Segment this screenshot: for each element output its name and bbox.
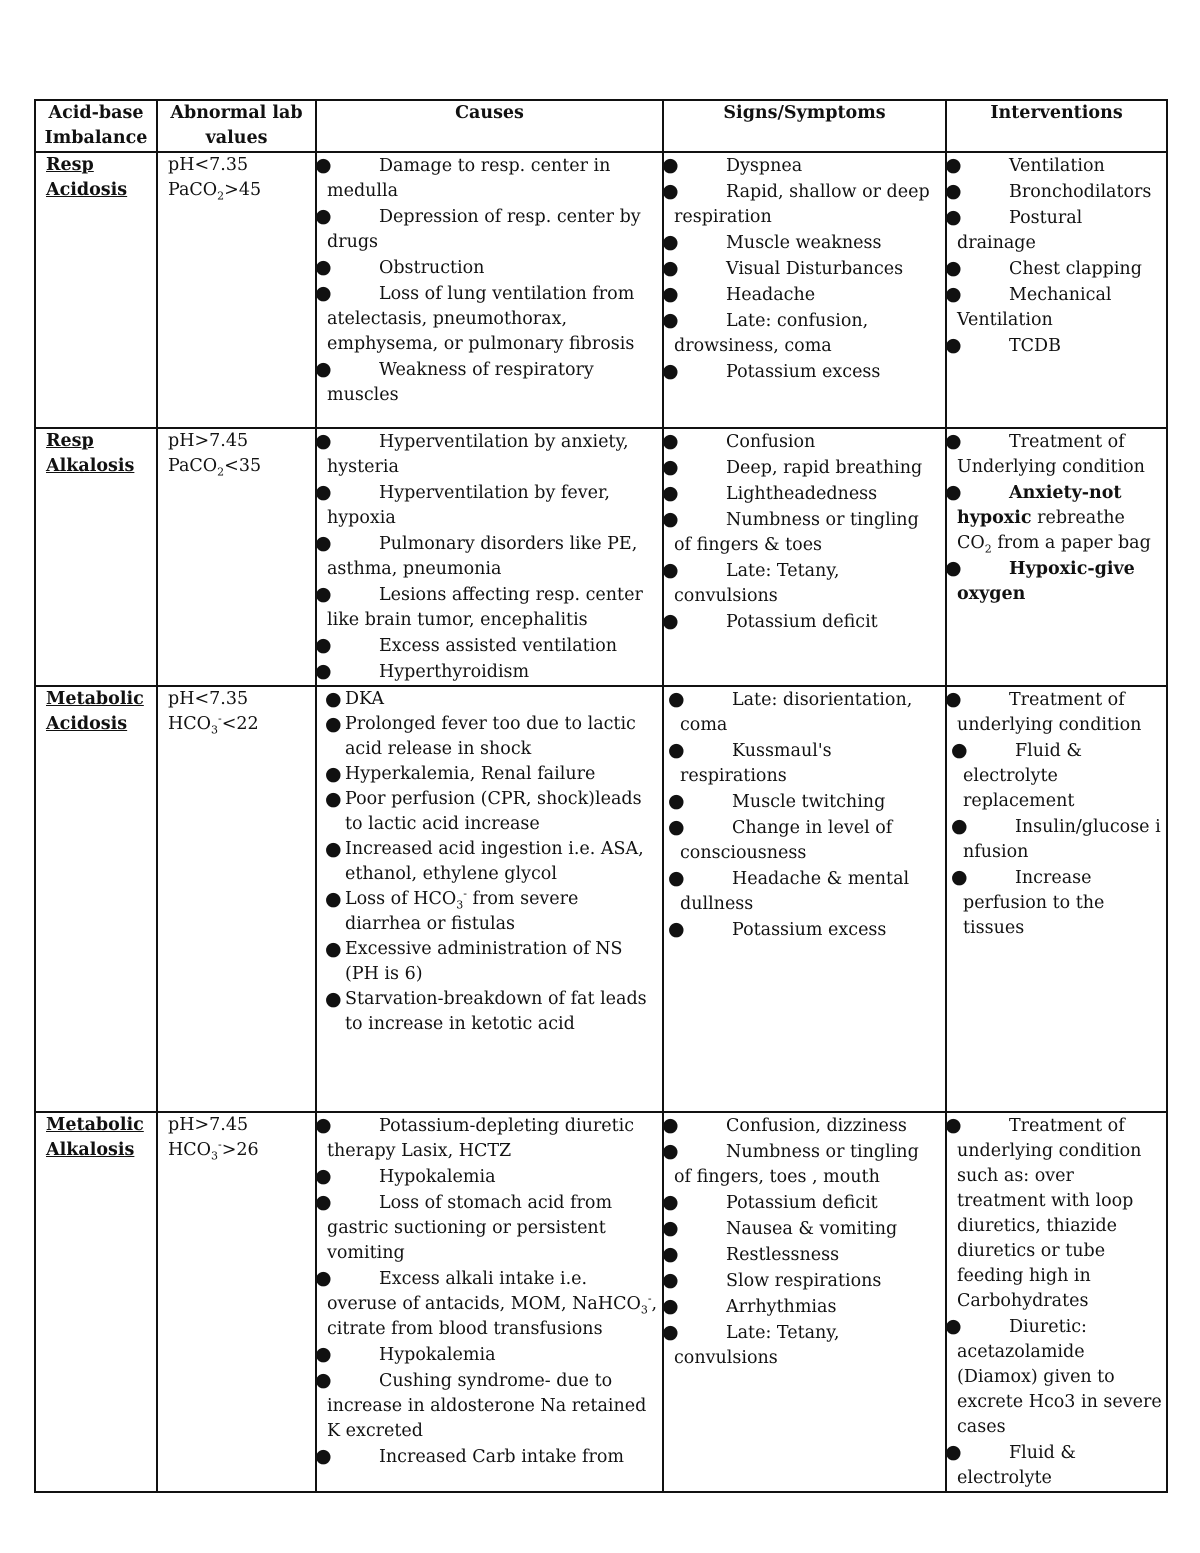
bullet-icon: [957, 153, 1009, 179]
imbalance-name: Resp Alkalosis: [35, 428, 157, 686]
list-item: ●Potassium deficit: [674, 609, 941, 635]
list-item: ●Headache & mental dullness: [680, 866, 941, 917]
signs-cell: [663, 152, 946, 428]
bullet-icon: [327, 1444, 379, 1470]
list-item: ●Damage to resp. center in medulla: [327, 153, 658, 204]
bullet-icon: [327, 531, 379, 557]
bullet-icon: [963, 814, 1015, 840]
list-item: ●Loss of stomach acid from gastric suctioning or persistent vomiting: [327, 1190, 658, 1266]
list-item: ● Starvation-breakdown of fat leads to increase in ketotic acid: [327, 987, 658, 1037]
list-item: ●Excess alkali intake i.e. overuse of antacids, MOM, NaHCO$_3$-, citrate from blood transfusions: [327, 1266, 658, 1342]
bullet-icon: [957, 687, 1009, 713]
lab-values: pH>7.45 $HCO_3^->26$: [157, 1112, 316, 1492]
list-item: ●Numbness or tingling of fingers, toes , mouth: [674, 1139, 941, 1190]
list-item: ●Rapid, shallow or deep respiration: [674, 179, 941, 230]
causes-cell: [316, 428, 663, 686]
list-item: ●Treatment of underlying condition: [957, 687, 1162, 738]
signs-cell: [663, 686, 946, 1112]
bullet-icon: [327, 633, 379, 659]
bullet-icon: [957, 282, 1009, 308]
list-item: ● Poor perfusion (CPR, shock)leads to lactic acid increase: [327, 787, 658, 837]
bullet-icon: [674, 359, 726, 385]
list-item: ●TCDB: [957, 333, 1162, 359]
bullet-icon: [674, 558, 726, 584]
list-item: ●Fluid & electrolyte: [957, 1440, 1162, 1491]
interventions-cell: [946, 1112, 1167, 1492]
list-item: ●Potassium deficit: [674, 1190, 941, 1216]
bullet-icon: [957, 1113, 1009, 1139]
bullet-icon: [680, 738, 732, 764]
list-item: ●Diuretic: acetazolamide (Diamox) given to excrete Hco3 in severe cases: [957, 1314, 1162, 1440]
list-item: ●Postural drainage: [957, 205, 1162, 256]
bullet-icon: [674, 230, 726, 256]
bullet-icon: [674, 1216, 726, 1242]
table-row: [35, 152, 1167, 428]
list-item: ● Hyperkalemia, Renal failure: [327, 762, 658, 787]
list-item: ●Anxiety-not hypoxic rebreathe $CO_2$ from a paper bag: [957, 480, 1162, 556]
acid-base-table: [34, 99, 1168, 1493]
table-row: [35, 686, 1167, 1112]
bullet-icon: [674, 1268, 726, 1294]
imbalance-name: Resp Acidosis: [35, 152, 157, 428]
list-item: ●Cushing syndrome- due to increase in aldosterone Na retained K excreted: [327, 1368, 658, 1444]
list-item: ●Ventilation: [957, 153, 1162, 179]
bullet-icon: [327, 762, 345, 788]
list-item: ●Visual Disturbances: [674, 256, 941, 282]
bullet-icon: [674, 429, 726, 455]
list-item: ●Deep, rapid breathing: [674, 455, 941, 481]
list-item: ●Dyspnea: [674, 153, 941, 179]
lab-values: pH<7.35 $HCO_3^-<22$: [157, 686, 316, 1112]
list-item: ●Depression of resp. center by drugs: [327, 204, 658, 255]
list-item: ●Hyperthyroidism: [327, 659, 658, 685]
bullet-icon: [327, 204, 379, 230]
bullet-icon: [674, 507, 726, 533]
list-item: ●Slow respirations: [674, 1268, 941, 1294]
bullet-icon: [327, 1368, 379, 1394]
bullet-icon: [674, 256, 726, 282]
bullet-icon: [957, 333, 1009, 359]
lab-values: pH>7.45 PaCO$_2$<35: [157, 428, 316, 686]
list-item: ●Late: confusion, drowsiness, coma: [674, 308, 941, 359]
bullet-icon: [674, 609, 726, 635]
bullet-icon: [327, 153, 379, 179]
bullet-icon: [327, 480, 379, 506]
bullet-icon: [327, 937, 345, 963]
bullet-icon: [957, 205, 1009, 231]
list-item: ●Late: Tetany, convulsions: [674, 558, 941, 609]
list-item: ●Increase perfusion to the tissues: [957, 865, 1162, 941]
bullet-icon: [963, 865, 1015, 891]
list-item: ●Pulmonary disorders like PE, asthma, pneumonia: [327, 531, 658, 582]
header-signs: Signs/Symptoms: [663, 100, 946, 152]
list-item: ●Obstruction: [327, 255, 658, 281]
list-item: ● Loss of $HCO_3^-$ from severe diarrhea or fistulas: [327, 887, 658, 937]
header-row: [35, 100, 1167, 152]
table-row: [35, 1112, 1167, 1492]
bullet-icon: [674, 179, 726, 205]
bullet-icon: [327, 1113, 379, 1139]
bullet-icon: [327, 582, 379, 608]
list-item: ●Bronchodilators: [957, 179, 1162, 205]
bullet-icon: [680, 866, 732, 892]
list-item: ●Arrhythmias: [674, 1294, 941, 1320]
imbalance-name: Metabolic Alkalosis: [35, 1112, 157, 1492]
list-item: ●Treatment of Underlying condition: [957, 429, 1162, 480]
list-item: ● Prolonged fever too due to lactic acid release in shock: [327, 712, 658, 762]
bullet-icon: [680, 815, 732, 841]
bullet-icon: [327, 837, 345, 863]
list-item: ●Insulin/glucose infusion: [957, 814, 1162, 865]
bullet-icon: [957, 1440, 1009, 1466]
interventions-cell: [946, 428, 1167, 686]
list-item: ●Late: Tetany, convulsions: [674, 1320, 941, 1371]
causes-cell: [316, 686, 663, 1112]
list-item: ●Chest clapping: [957, 256, 1162, 282]
list-item: ● Excessive administration of NS (PH is 6): [327, 937, 658, 987]
signs-cell: [663, 428, 946, 686]
bullet-icon: [957, 480, 1009, 506]
bullet-icon: [327, 281, 379, 307]
bullet-icon: [680, 917, 732, 943]
list-item: ●Potassium-depleting diuretic therapy Lasix, HCTZ: [327, 1113, 658, 1164]
causes-cell: [316, 152, 663, 428]
signs-cell: [663, 1112, 946, 1492]
list-item: ●Confusion: [674, 429, 941, 455]
list-item: ●Change in level of consciousness: [680, 815, 941, 866]
bullet-icon: [327, 429, 379, 455]
bullet-icon: [327, 255, 379, 281]
list-item: ●Nausea & vomiting: [674, 1216, 941, 1242]
interventions-cell: [946, 686, 1167, 1112]
list-item: ●Muscle twitching: [680, 789, 941, 815]
bullet-icon: [963, 738, 1015, 764]
list-item: ●Headache: [674, 282, 941, 308]
bullet-icon: [674, 455, 726, 481]
bullet-icon: [957, 429, 1009, 455]
bullet-icon: [680, 687, 732, 713]
list-item: ●Hypoxic-give oxygen: [957, 556, 1162, 607]
bullet-icon: [674, 153, 726, 179]
bullet-icon: [957, 1314, 1009, 1340]
bullet-icon: [674, 1242, 726, 1268]
list-item: ●Muscle weakness: [674, 230, 941, 256]
lab-values: pH<7.35 PaCO$_2$>45: [157, 152, 316, 428]
list-item: ●Hypokalemia: [327, 1164, 658, 1190]
list-item: ●Lightheadedness: [674, 481, 941, 507]
list-item: ●Loss of lung ventilation from atelectasis, pneumothorax, emphysema, or pulmonary fibrosis: [327, 281, 658, 357]
bullet-icon: [957, 179, 1009, 205]
list-item: ●Lesions affecting resp. center like brain tumor, encephalitis: [327, 582, 658, 633]
bullet-icon: [674, 1113, 726, 1139]
list-item: ●Potassium excess: [674, 359, 941, 385]
bullet-icon: [674, 1139, 726, 1165]
list-item: ●Hypokalemia: [327, 1342, 658, 1368]
bullet-icon: [327, 987, 345, 1013]
header-lab-values: Abnormal lab values: [157, 100, 316, 152]
list-item: ●Treatment of underlying condition such as: over treatment with loop diuretics, thiazide diuretics or tube feeding high in Carbohydrates: [957, 1113, 1162, 1314]
bullet-icon: [327, 357, 379, 383]
list-item: ●Late: disorientation, coma: [680, 687, 941, 738]
bullet-icon: [327, 787, 345, 813]
bullet-icon: [680, 789, 732, 815]
bullet-icon: [327, 1164, 379, 1190]
header-interventions: Interventions: [946, 100, 1167, 152]
bullet-icon: [674, 1320, 726, 1346]
header-imbalance: Acid-base Imbalance: [35, 100, 157, 152]
list-item: ●Restlessness: [674, 1242, 941, 1268]
interventions-cell: [946, 152, 1167, 428]
bullet-icon: [674, 1190, 726, 1216]
bullet-icon: [957, 556, 1009, 582]
bullet-icon: [674, 481, 726, 507]
list-item: ●Excess assisted ventilation: [327, 633, 658, 659]
list-item: ● DKA: [327, 687, 658, 712]
bullet-icon: [327, 712, 345, 738]
table-row: [35, 428, 1167, 686]
list-item: ●Confusion, dizziness: [674, 1113, 941, 1139]
bullet-icon: [327, 1266, 379, 1292]
header-causes: Causes: [316, 100, 663, 152]
imbalance-name: Metabolic Acidosis: [35, 686, 157, 1112]
list-item: ●Increased Carb intake from: [327, 1444, 658, 1470]
bullet-icon: [674, 308, 726, 334]
bullet-icon: [327, 687, 345, 713]
causes-cell: [316, 1112, 663, 1492]
list-item: ●Hyperventilation by anxiety, hysteria: [327, 429, 658, 480]
bullet-icon: [674, 1294, 726, 1320]
bullet-icon: [327, 887, 345, 913]
bullet-icon: [957, 256, 1009, 282]
bullet-icon: [327, 1342, 379, 1368]
list-item: ●Potassium excess: [680, 917, 941, 943]
bullet-icon: [327, 659, 379, 685]
bullet-icon: [327, 1190, 379, 1216]
bullet-icon: [674, 282, 726, 308]
list-item: ● Increased acid ingestion i.e. ASA, ethanol, ethylene glycol: [327, 837, 658, 887]
list-item: ●Mechanical Ventilation: [957, 282, 1162, 333]
list-item: ●Fluid & electrolyte replacement: [957, 738, 1162, 814]
list-item: ●Kussmaul's respirations: [680, 738, 941, 789]
list-item: ●Numbness or tingling of fingers & toes: [674, 507, 941, 558]
list-item: ●Weakness of respiratory muscles: [327, 357, 658, 408]
list-item: ●Hyperventilation by fever, hypoxia: [327, 480, 658, 531]
